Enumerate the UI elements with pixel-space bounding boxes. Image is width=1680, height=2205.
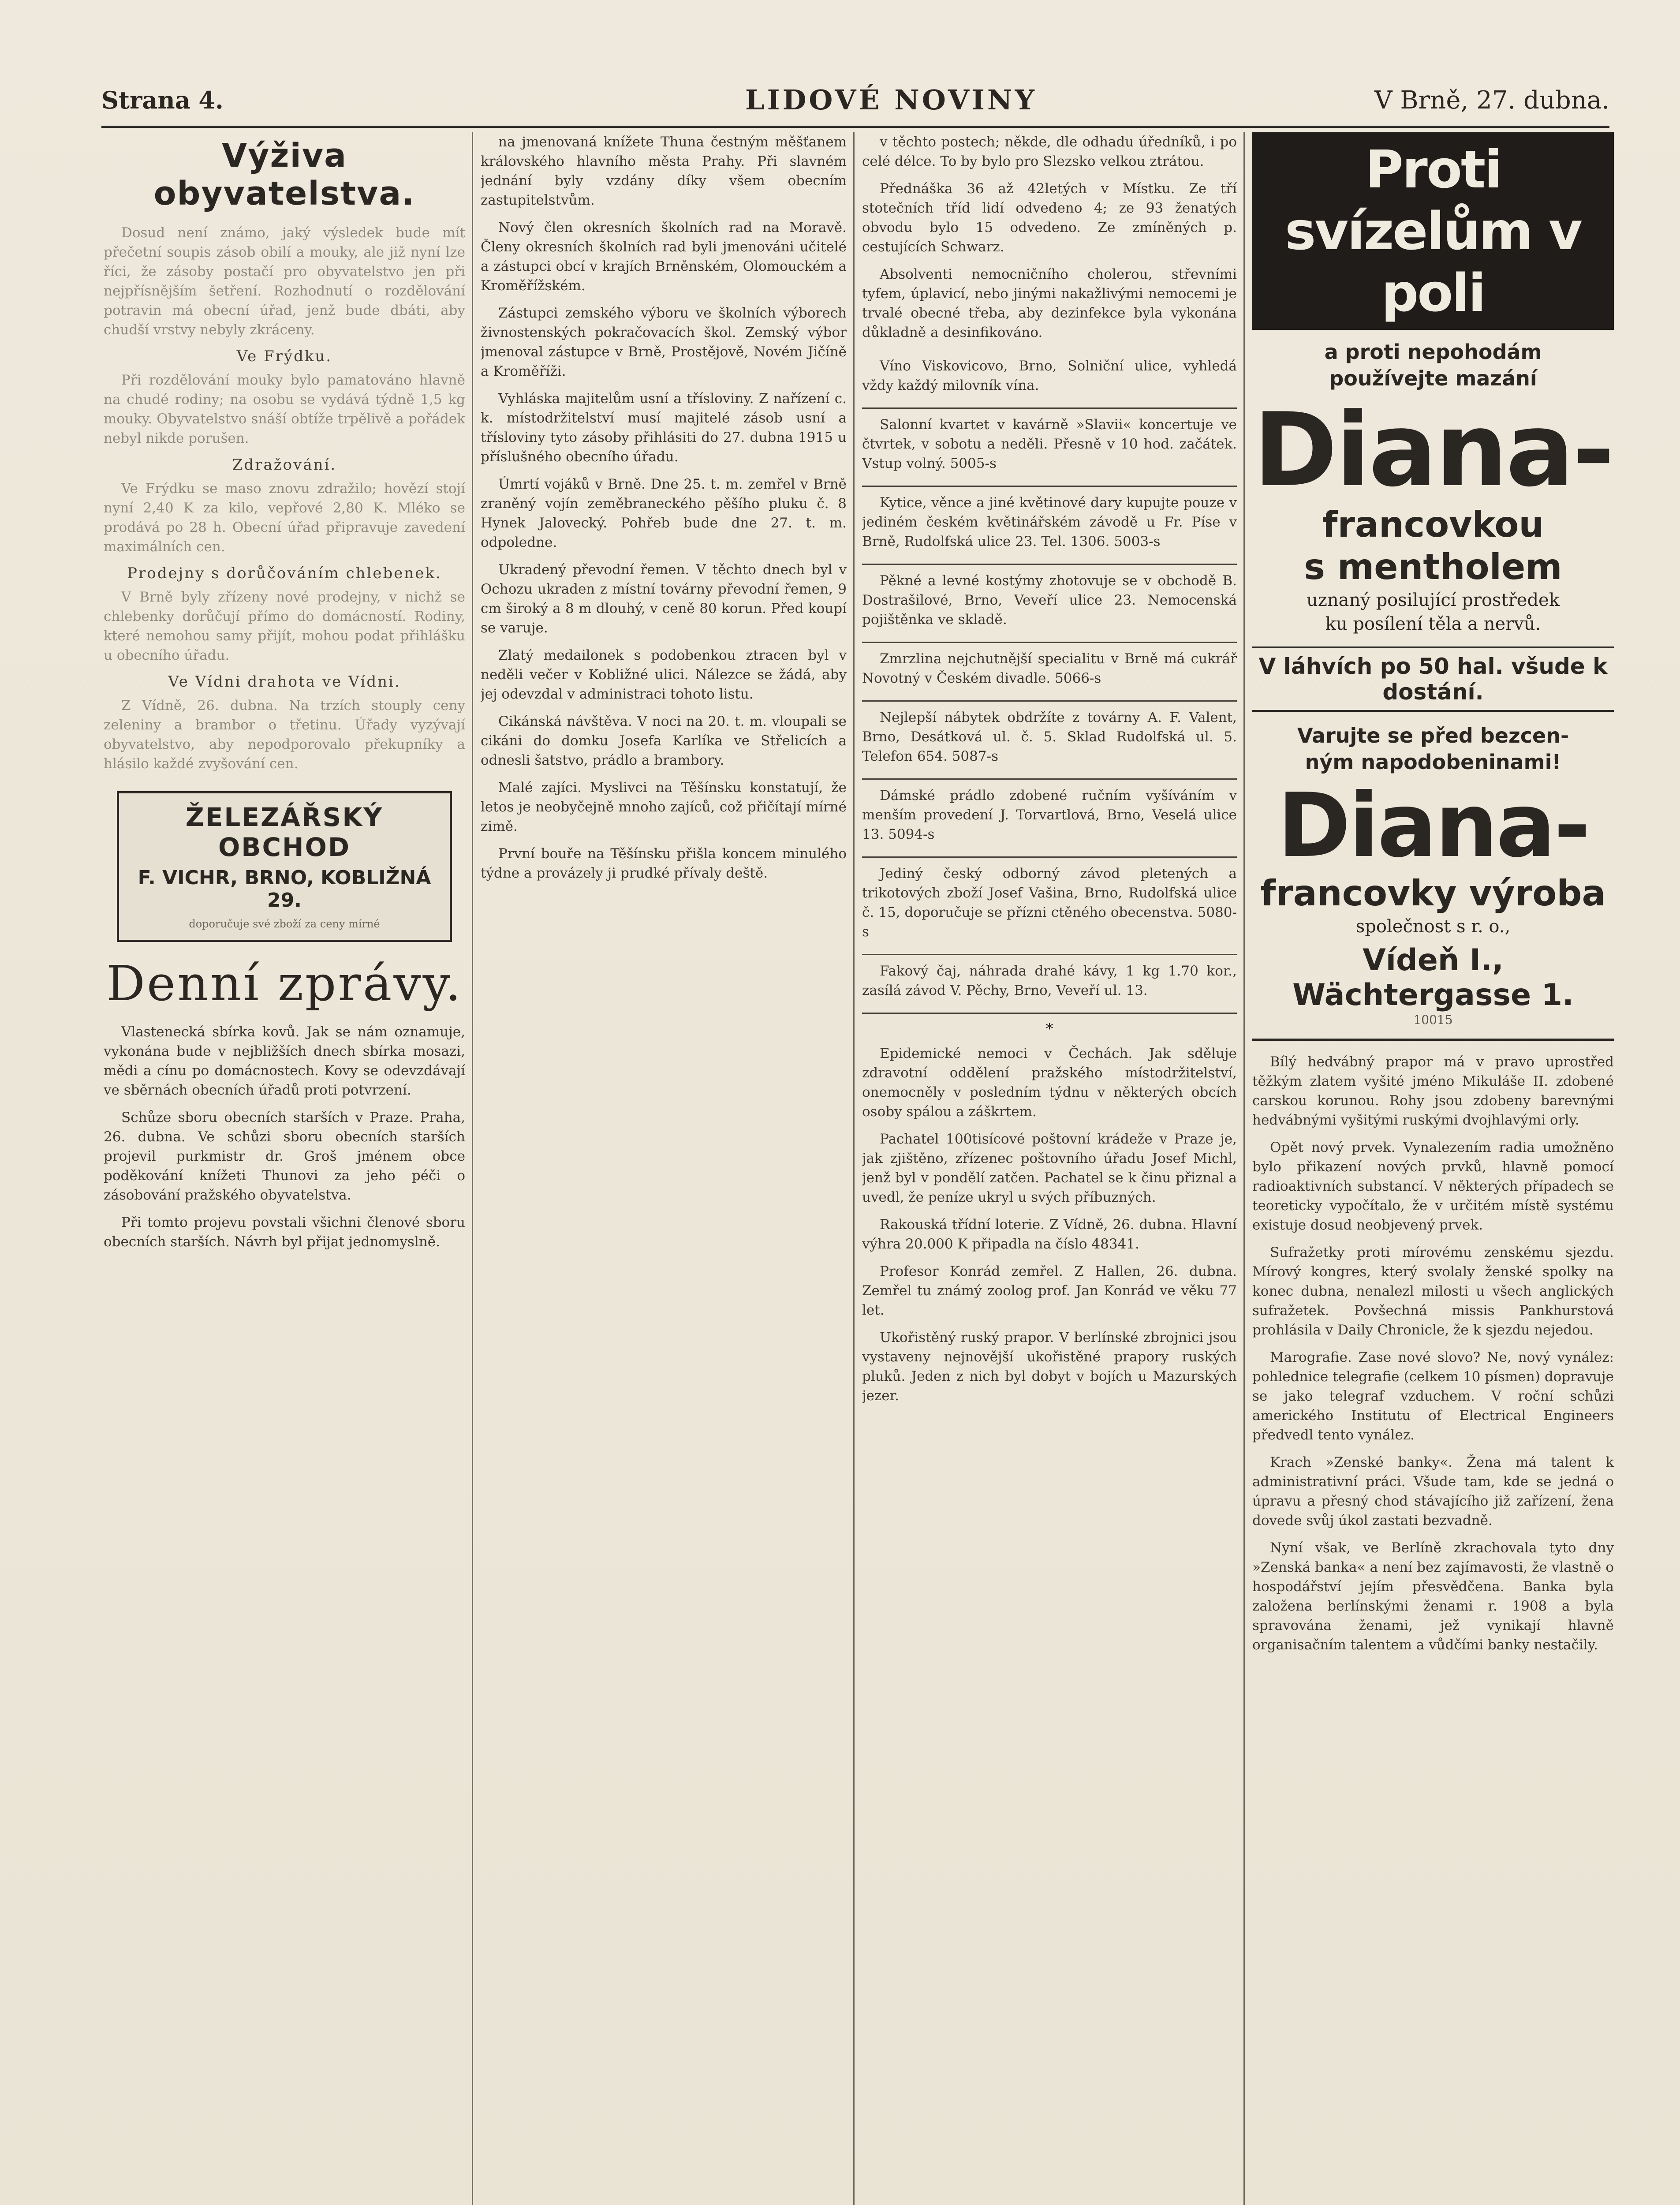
- news-item: Marografie. Zase nové slovo? Ne, nový vynález: pohlednice telegrafie (celkem 10 písmen) dopravuje se jako telegraf vzduchem. V roční schůzi amerického Institutu of Electrical Engineers předvedl tento vynález.: [1252, 1349, 1614, 1443]
- classified-ad: [862, 350, 1237, 409]
- news-item: Zlatý medailonek s podobenkou ztracen byl v neděli večer v Kobližné ulici. Nálezce se žádá, aby jej odevzdal v administraci tohoto listu.: [481, 647, 847, 702]
- classified-ad: [862, 565, 1237, 643]
- ad-fine-print: doporučuje své zboží za ceny mírné: [189, 918, 380, 930]
- news-item: Rakouská třídní loterie. Z Vídně, 26. dubna. Hlavní výhra 20.000 K připadla na číslo 48341.: [862, 1217, 1237, 1252]
- hardware-store-ad: [117, 791, 452, 942]
- company-type: společnost s r. o.,: [1355, 916, 1511, 937]
- product-name: francovkou: [1322, 504, 1544, 545]
- classified-ad-text: Pěkné a levné kostýmy zhotovuje se v obchodě B. Dostrašilové, Brno, Veveří ulice 23. Nemocenská pojištěnka ve skladě.: [862, 573, 1237, 628]
- news-item: Schůze sboru obecních starších v Praze. Praha, 26. dubna. Ve schůzi sboru obecních starších projevil purkmistr dr. Groš jménem obce poděkování knížeti Thunovi za jeho péči o zásobování pražského obyvatelstva.: [104, 1110, 465, 1203]
- classified-ad-text: Salonní kvartet v kavárně »Slavii« koncertuje ve čtvrtek, v sobotu a neděli. Přesně v 10 hod. začátek. Vstup volný. 5005-s: [862, 417, 1237, 471]
- news-item: Úmrtí vojáků v Brně. Dne 25. t. m. zemřel v Brně zraněný vojín zeměbraneckého pěšího pluku č. 8 Hynek Jalovecký. Pohřeb bude dne 27. t. m. odpoledne.: [481, 476, 847, 550]
- news-item: Pachatel 100tisícové poštovní krádeže v Praze je, jak zjištěno, zřízenec poštovního úřadu Josef Michl, jenž byl v pondělí zatčen. Pachatel se k činu přiznal a uvedl, že peníze ukryl u svých příbuzných.: [862, 1131, 1237, 1205]
- page-number: Strana 4.: [101, 86, 224, 114]
- newspaper-title: LIDOVÉ NOVINY: [745, 84, 1037, 116]
- diana-advertisement: [1252, 132, 1614, 1041]
- article-paragraph: Ve Frýdku se maso znovu zdražilo; hovězí stojí nyní 2,40 K za kilo, vepřové 2,80 K. Mléko se prodává po 28 h. Obecní úřad připravuje zavedení maximálních cen.: [104, 481, 465, 555]
- column-rule: [1243, 132, 1245, 2205]
- column-4: [1252, 132, 1614, 2205]
- article-paragraph: Dosud není známo, jaký výsledek bude mít přečetní soupis zásob obilí a mouky, ale již nyní lze říci, že zásoby postačí pro obyvatelstvo jen při nejpřísnějším šetření. Rozhodnutí o rozdělování potravin má obecní úřad, jenž bude dbáti, aby chudší vrstvy nebyly zkráceny.: [104, 225, 465, 338]
- news-item: Bílý hedvábný prapor má v pravo uprostřed těžkým zlatem vyšité jméno Mikuláše II. zdobené carskou korunou. Rohy jsou zdobeny barevnými hedvábnými vyšitými ruskými dvojhlavými orly.: [1252, 1054, 1614, 1128]
- classified-ad: [862, 643, 1237, 702]
- news-item: Přednáška 36 až 42letých v Místku. Ze tří stotečních tříd lidí odvedeno 4; ze 93 ženatých obvodu bylo 15 odvedeno. Ze zmíněných p. cestujících Schwarz.: [862, 181, 1237, 255]
- warning-line: Varujte se před bezcen-: [1297, 724, 1569, 747]
- article-subheading: Zdražování.: [232, 456, 337, 474]
- news-item: Profesor Konrád zemřel. Z Hallen, 26. dubna. Zemřel tu známý zoolog prof. Jan Konrád ve věku 77 let.: [862, 1263, 1237, 1318]
- article-subheading: Ve Frýdku.: [236, 348, 332, 365]
- classified-ad-text: Fakový čaj, náhrada drahé kávy, 1 kg 1.70 kor., zasílá závod V. Pěchy, Brno, Veveří ul. 13.: [862, 963, 1237, 998]
- article-paragraph: Při rozdělování mouky bylo pamatováno hlavně na chudé rodiny; na osobu se vydává týdně 1,5 kg mouky. Obyvatelstvo snáší obtíže trpělivě a pořádek nebyl nikde porušen.: [104, 372, 465, 446]
- article-subheading: Ve Vídni drahota ve Vídni.: [168, 673, 401, 691]
- column-rule: [853, 132, 855, 2205]
- news-item: Ukradený převodní řemen. V těchto dnech byl v Ochozu ukraden z místní továrny převodní řemen, 9 cm široký a 8 m dlouhý, v ceně 80 korun. Před koupí se varuje.: [481, 562, 847, 636]
- article-subheading: Prodejny s dorůčováním chlebenek.: [127, 564, 442, 582]
- news-item: na jmenovaná knížete Thuna čestným měšťanem královského hlavního města Prahy. Při slavném jednání byly vzdány díky všem obecním zastupitelstvům.: [481, 134, 847, 208]
- classified-ad: [862, 487, 1237, 565]
- classified-ad-text: Zmrzlina nejchutnější specialitu v Brně má cukrář Novotný v Českém divadle. 5066-s: [862, 651, 1237, 686]
- news-item: Epidemické nemoci v Čechách. Jak sděluje zdravotní oddělení pražského místodržitelství, onemocněly v posledním týdnu v některých obcích osoby spálou a záškrtem.: [862, 1046, 1237, 1120]
- news-item: Sufražetky proti mírovému zenskému sjezdu. Mírový kongres, který svolaly ženské spolky na konec dubna, nenalezl milosti u všech anglických sufražetek. Povšechná missis Pankhurstová prohlásila v Daily Chronicle, že k sjezdu nejedou.: [1252, 1245, 1614, 1338]
- news-item: Vyhláska majitelům usní a třísloviny. Z nařízení c. k. místodržitelství musí majitelé zásob usní a třísloviny tyto zásoby přihlásiti do 27. dubna 1915 u příslušného obecního úřadu.: [481, 391, 847, 465]
- article-paragraph: Z Vídně, 26. dubna. Na trzích stouply ceny zeleniny a brambor o třetinu. Úřady vyzývají obyvatelstvo, aby nepodporovalo překupníky a hlásilo každé zvyšování cen.: [104, 698, 465, 772]
- ad-code: 10015: [1413, 1013, 1453, 1027]
- classified-ad: [862, 955, 1237, 1014]
- brand-name: Diana-: [1253, 392, 1613, 509]
- company-address: Vídeň I., Wächtergasse 1.: [1292, 943, 1574, 1013]
- warning-line: ným napodobeninami!: [1305, 750, 1561, 774]
- classified-ad-text: Dámské prádlo zdobené ručním vyšíváním v menším provedení J. Torvartlová, Brno, Veselá ulice 13. 5094-s: [862, 788, 1237, 842]
- column-2: [481, 132, 847, 2205]
- section-heading: Denní zprávy.: [106, 955, 463, 1012]
- ad-title: ŽELEZÁŘSKÝ OBCHOD: [185, 802, 384, 862]
- article-paragraph: V Brně byly zřízeny nové prodejny, v nichž se chlebenky dorůčují přímo do domácností. Rodiny, které nemohou samy přijít, mohou podat přihlášku u obecního úřadu.: [104, 589, 465, 663]
- ad-line: používejte mazání: [1329, 366, 1537, 390]
- masthead: [101, 77, 1609, 128]
- news-item: Při tomto projevu povstali všichni členové sboru obecních starších. Návrh byl přijat jednomyslně.: [104, 1215, 465, 1250]
- news-item: Absolventi nemocničního cholerou, střevními tyfem, úplavicí, nebo jinými nakažlivými nemocemi je trvalé obecné třeba, aby dezinfekce byla vykonána důkladně a desinfikováno.: [862, 266, 1237, 340]
- divider: [1252, 1039, 1614, 1041]
- classified-ad: [862, 780, 1237, 858]
- classified-ad-text: Jediný český odborný závod pletených a trikotových zboží Josef Vašina, Brno, Rudolfská ulice č. 15, doporučuje se přízni ctěného obecenstva. 5080-s: [862, 866, 1237, 940]
- classified-ad: [862, 409, 1237, 487]
- news-item: Malé zajíci. Myslivci na Těšínsku konstatují, že letos je neobyčejně mnoho zajíců, což přičítají mírné zimě.: [481, 780, 847, 834]
- ad-line: a proti nepohodám: [1324, 340, 1542, 364]
- news-item: Zástupci zemského výboru ve školních výborech živnostenských pokračovacích škol. Zemský výbor jmenoval zástupce v Brně, Prostějově, Novém Jičíně a Kroměříži.: [481, 305, 847, 379]
- star-separator: *: [1045, 1020, 1053, 1038]
- article-headline: Výživa obyvatelstva.: [153, 137, 415, 213]
- ad-line: uznaný posilující prostředek: [1307, 590, 1560, 610]
- news-item: v těchto postech; někde, dle odhadu úředníků, i po celé délce. To by bylo pro Slezsko velkou ztrátou.: [862, 134, 1237, 169]
- dateline: V Brně, 27. dubna.: [1374, 86, 1609, 115]
- classified-ad: [862, 858, 1237, 955]
- ad-line: ku posílení těla a nervů.: [1325, 614, 1541, 634]
- news-item: Nový člen okresních školních rad na Moravě. Členy okresních školních rad byli jmenováni učitelé a zástupci obcí v krajích Brněnském, Olomouckém a Kroměřížském.: [481, 220, 847, 294]
- news-item: Cikánská návštěva. V noci na 20. t. m. vloupali se cikáni do domku Josefa Karlíka ve Střelicích a odnesli šatstvo, prádlo a brambory.: [481, 714, 847, 768]
- ad-headline: Proti svízelům v poli: [1252, 132, 1614, 330]
- manufacturer-line: francovky výroba: [1260, 873, 1606, 914]
- news-item: Krach »Zenské banky«. Žena má talent k administrativní práci. Všude tam, kde se jedná o úpravu a přesný chod stávajícího již zařízení, žena dovede svůj úkol zastati bezvadně.: [1252, 1454, 1614, 1529]
- classified-ad: [862, 702, 1237, 780]
- column-3: [862, 132, 1237, 2205]
- news-item: První bouře na Těšínsku přišla koncem minulého týdne a provázely ji prudké přívaly deště.: [481, 846, 847, 881]
- classified-ad-text: Kytice, věnce a jiné květinové dary kupujte pouze v jediném českém květinářském závodě u Fr. Píse v Brně, Rudolfská ulice 23. Tel. 1306. 5003-s: [862, 495, 1237, 549]
- ad-address: F. VICHR, BRNO, KOBLIŽNÁ 29.: [138, 867, 431, 912]
- news-item: Opět nový prvek. Vynalezením radia umožněno bylo přikazení nových prvků, hlavně pomocí radioaktivních substancí. V některých případech se teoreticky vypočítalo, že v určitém místě systému existuje dosud neobjevený prvek.: [1252, 1140, 1614, 1233]
- classified-ad-text: Víno Viskovicovo, Brno, Solniční ulice, vyhledá vždy každý milovník vína.: [862, 358, 1237, 393]
- brand-name: Diana-: [1277, 774, 1589, 877]
- classified-ad-text: Nejlepší nábytek obdržíte z továrny A. F. Valent, Brno, Desátková ul. č. 5. Sklad Rudolfská ul. 5. Telefon 654. 5087-s: [862, 710, 1237, 764]
- price-banner: V láhvích po 50 hal. všude k dostání.: [1252, 647, 1614, 712]
- column-1: [104, 132, 465, 2205]
- news-item: Nyní však, ve Berlíně zkrachovala tyto dny »Zenská banka« a není bez zajímavosti, že vlastně o hospodářství jejím přesvědčena. Banka byla založena berlínskými ženami r. 1908 a byla spravována ženami, jež vynikají hlavně organisačním talentem a vůdčími banky nestačily.: [1252, 1540, 1614, 1653]
- news-item: Vlastenecká sbírka kovů. Jak se nám oznamuje, vykonána bude v nejbližších dnech sbírka mosazi, mědi a cínu po domácnostech. Kovy se odevzdávají ve sběrnách obecních úřadů proti potvrzení.: [104, 1024, 465, 1098]
- news-item: Ukořistěný ruský prapor. V berlínské zbrojnici jsou vystaveny nejnovější ukořistěné prapory ruských pluků. Jeden z nich byl dobyt v bojích u Mazurských jezer.: [862, 1330, 1237, 1404]
- column-rule: [472, 132, 473, 2205]
- product-variant: s mentholem: [1304, 546, 1562, 587]
